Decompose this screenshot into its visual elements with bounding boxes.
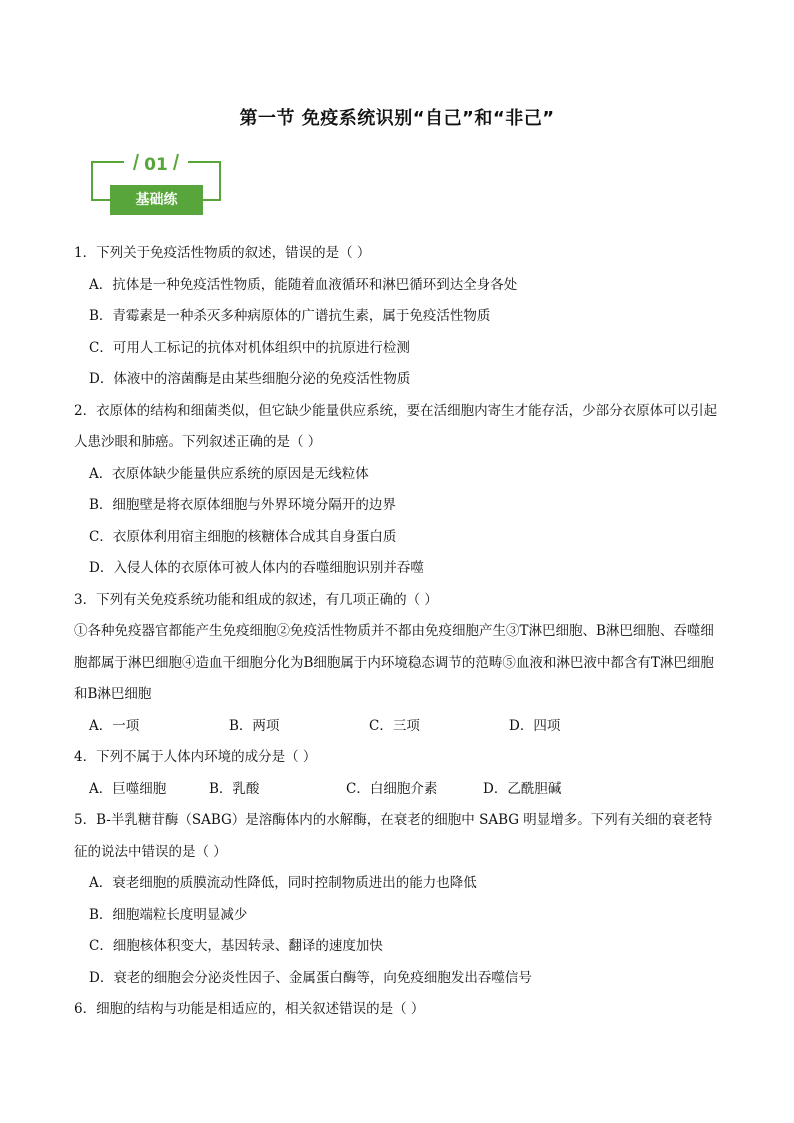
question-stem: 6．细胞的结构与功能是相适应的，相关叙述错误的是（ ） xyxy=(74,1001,425,1017)
question-stem: 5．B-半乳糖苷酶（SABG）是溶酶体内的水解酶，在衰老的细胞中 SABG 明显增多。下列有关细的衰老特征的说法中错误的是（ ） xyxy=(74,812,713,860)
option-b: B．细胞壁是将衣原体细胞与外界环境分隔开的边界 xyxy=(89,497,396,513)
option-a: A．衰老细胞的质膜流动性降低，同时控制物质进出的能力也降低 xyxy=(89,875,477,891)
question-statements: ①各种免疫器官都能产生免疫细胞②免疫活性物质并不都由免疫细胞产生③T淋巴细胞、B淋巴细胞、吞噬细胞都属于淋巴细胞④造血干细胞分化为B细胞属于内环境稳态调节的范畴⑤血液和淋巴液中都含有T淋巴细胞和B淋巴细胞 xyxy=(74,623,714,702)
option-a: A．抗体是一种免疫活性物质，能随着血液循环和淋巴循环到达全身各处 xyxy=(89,276,518,293)
option-c: C．细胞核体积变大，基因转录、翻译的速度加快 xyxy=(89,938,383,954)
question-list xyxy=(74,238,724,1026)
question-stem: 2．衣原体的结构和细菌类似，但它缺少能量供应系统，要在活细胞内寄生才能存活，少部分衣原体可以引起人患沙眼和肺癌。下列叙述正确的是（ ） xyxy=(74,402,718,450)
option-b: B．青霉素是一种杀灭多种病原体的广谱抗生素，属于免疫活性物质 xyxy=(89,308,491,324)
option-c: C．衣原体利用宿主细胞的核糖体合成其自身蛋白质 xyxy=(89,528,397,545)
option-c: C．三项 xyxy=(369,717,420,734)
page-title: 第一节 免疫系统识别“自己”和“非己” xyxy=(239,108,555,129)
option-a: A．一项 xyxy=(89,717,140,734)
option-c: C．可用人工标记的抗体对机体组织中的抗原进行检测 xyxy=(89,339,410,356)
option-b: B．两项 xyxy=(229,717,280,734)
option-d: D．衰老的细胞会分泌炎性因子、金属蛋白酶等，向免疫细胞发出吞噬信号 xyxy=(89,969,532,986)
option-d: D．乙酰胆碱 xyxy=(483,780,562,797)
option-a: A．衣原体缺少能量供应系统的原因是无线粒体 xyxy=(89,465,369,482)
option-row xyxy=(74,711,724,743)
option-c: C．白细胞介素 xyxy=(346,780,438,797)
option-b: B．细胞端粒长度明显减少 xyxy=(89,906,248,923)
option-a: A．巨噬细胞 xyxy=(89,780,167,797)
option-row xyxy=(74,774,724,806)
option-d: D．入侵人体的衣原体可被人体内的吞噬细胞识别并吞噬 xyxy=(89,560,424,576)
badge-label: 基础练 xyxy=(110,185,203,215)
question-stem: 4．下列不属于人体内环境的成分是（ ） xyxy=(74,749,317,765)
option-d: D．四项 xyxy=(509,717,561,734)
section-badge xyxy=(90,150,222,220)
badge-number: 01 xyxy=(144,155,168,175)
option-d: D．体液中的溶菌酶是由某些细胞分泌的免疫活性物质 xyxy=(89,371,411,387)
question-stem: 1．下列关于免疫活性物质的叙述，错误的是（ ） xyxy=(74,245,371,261)
option-b: B．乳酸 xyxy=(209,780,260,797)
question-stem: 3．下列有关免疫系统功能和组成的叙述，有几项正确的（ ） xyxy=(74,591,438,608)
